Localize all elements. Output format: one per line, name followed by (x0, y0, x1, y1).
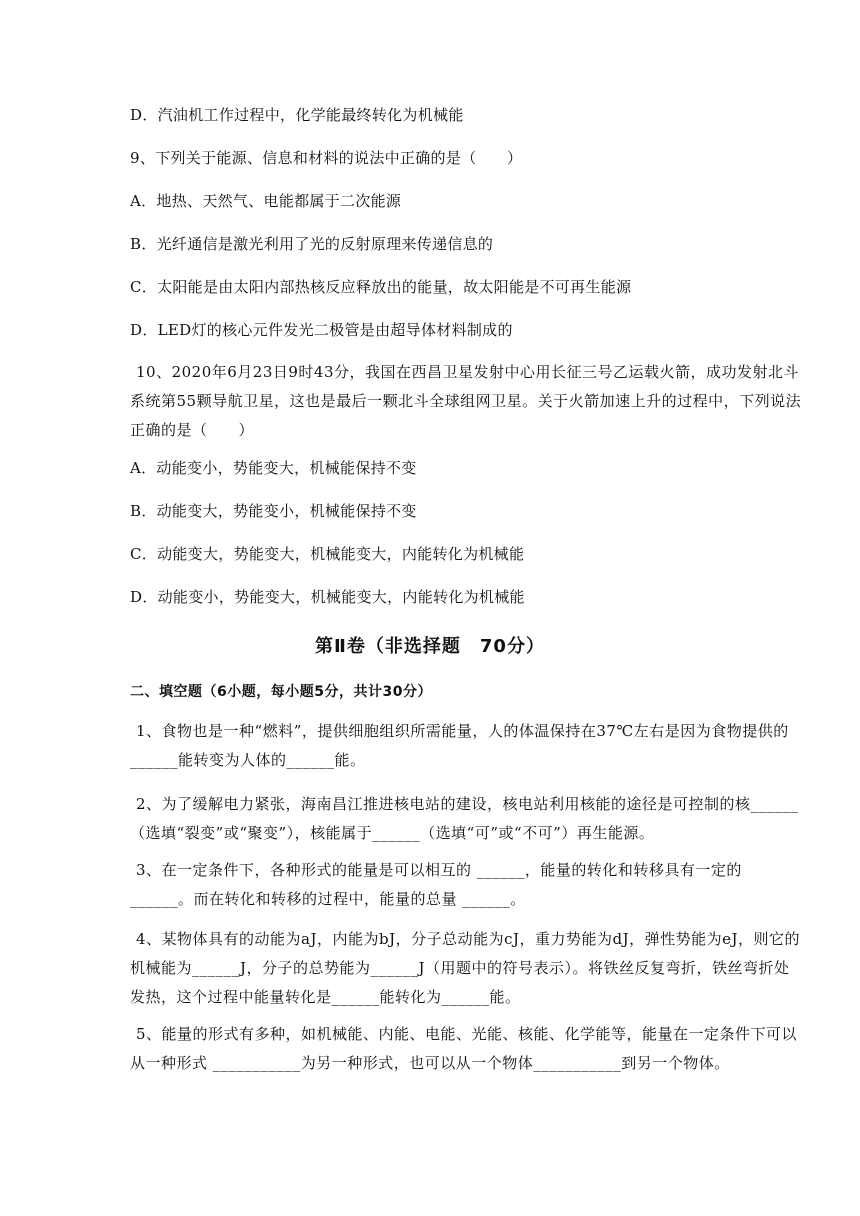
q10-option-d: D．动能变小，势能变大，机械能变大，内能转化为机械能 (130, 588, 525, 606)
q8-option-d: D．汽油机工作过程中，化学能最终转化为机械能 (130, 106, 464, 124)
q10-option-b: B．动能变大，势能变小，机械能保持不变 (130, 502, 417, 520)
q9-option-b: B．光纤通信是激光利用了光的反射原理来传递信息的 (130, 235, 494, 253)
q9-option-c: C．太阳能是由太阳内部热核反应释放出的能量，故太阳能是不可再生能源 (130, 278, 632, 296)
q9-option-a: A．地热、天然气、电能都属于二次能源 (130, 192, 402, 210)
q9-option-d: D．LED灯的核心元件发光二极管是由超导体材料制成的 (130, 321, 513, 339)
fill-q1: 1、食物也是一种“燃料”，提供细胞组织所需能量，人的体温保持在37℃左右是因为食物提供的______能转变为人体的______能。 (130, 722, 789, 769)
section-title-fill-in: 二、填空题（6小题，每小题5分，共计30分） (130, 684, 432, 700)
q10-option-a: A．动能变小，势能变大，机械能保持不变 (130, 459, 417, 477)
fill-q3: 3、在一定条件下，各种形式的能量是可以相互的 ______，能量的转化和转移具有一定的 ______。而在转化和转移的过程中，能量的总量 ______。 (130, 861, 742, 908)
fill-q5: 5、能量的形式有多种，如机械能、内能、电能、光能、核能、化学能等，能量在一定条件下可以从一种形式 ___________为另一种形式，也可以从一个物体___________到另一个物体。 (130, 1025, 798, 1072)
q10-stem: 10、2020年6月23日9时43分，我国在西昌卫星发射中心用长征三号乙运载火箭，成功发射北斗系统第55颗导航卫星，这也是最后一颗北斗全球组网卫星。关于火箭加速上升的过程中，下列说法正确的是（ ） (130, 363, 802, 439)
fill-q2: 2、为了缓解电力紧张，海南昌江推进核电站的建设，核电站利用核能的途径是可控制的核______（选填“裂变”或“聚变”），核能属于______（选填“可”或“不可”）再生能源。 (130, 795, 799, 842)
q9-stem: 9、下列关于能源、信息和材料的说法中正确的是（ ） (130, 149, 523, 167)
fill-q4: 4、某物体具有的动能为aJ，内能为bJ，分子总动能为cJ，重力势能为dJ，弹性势能为eJ，则它的机械能为______J，分子的总势能为______J（用题中的符号表示）。将铁丝反复弯折，铁丝弯折处发热，这个过程中能量转化是______能转化为______能。 (130, 930, 801, 1006)
part-2-title: 第Ⅱ卷（非选择题 70分） (315, 636, 545, 657)
q10-option-c: C．动能变大，势能变大，机械能变大，内能转化为机械能 (130, 545, 525, 563)
